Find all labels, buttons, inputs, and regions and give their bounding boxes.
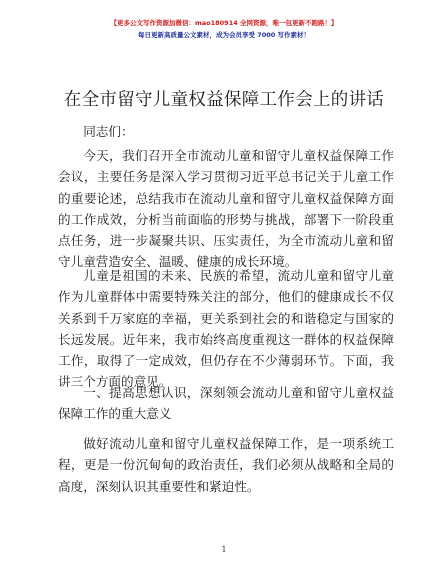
paragraph-2-text: 儿童是祖国的未来、民族的希望，流动儿童和留守儿童作为儿童群体中需要特殊关注的部分，他们的健康成长不仅关系到千万家庭的幸福，更关系到社会的和谐稳定与国家的长远发展。近年来，我市始终高度重视这一群体的权益保障工作，取得了一定成效，但仍存在不少薄弱环节。下面，我讲三个方面的意见。 <box>58 268 394 390</box>
page-number: 1 <box>221 545 227 554</box>
paragraph-2 <box>58 265 394 393</box>
paragraph-1 <box>58 145 394 273</box>
promo-banner-line-2: 每日更新高质量公文素材，成为会员享受 7000 写作素材！ <box>137 31 311 39</box>
section-heading-text: 一、提高思想认识，深刻领会流动儿童和留守儿童权益保障工作的重大意义 <box>58 385 394 422</box>
document-title: 在全市留守儿童权益保障工作会上的讲话 <box>63 90 385 110</box>
salutation-text: 同志们： <box>83 124 134 139</box>
promo-banner-line-1: 【更多公文写作资源加微信：mao180914 全网资源，唯一包更新不跑路！】 <box>110 19 338 27</box>
section-paragraph-text: 做好流动儿童和留守儿童权益保障工作，是一项系统工程，更是一份沉甸甸的政治责任，我们必须从战略和全局的高度，深刻认识其重要性和紧迫性。 <box>58 436 394 494</box>
paragraph-1-text: 今天，我们召开全市流动儿童和留守儿童权益保障工作会议，主要任务是深入学习贯彻习近平总书记关于儿童工作的重要论述，总结我市在流动儿童和留守儿童权益保障方面的工作成效，分析当前面临的形势与挑战，部署下一阶段重点任务，进一步凝聚共识、压实责任，为全市流动儿童和留守儿童营造安全、温暖、健康的成长环境。 <box>58 148 394 270</box>
section-heading <box>58 382 394 425</box>
salutation <box>58 121 394 142</box>
section-paragraph <box>58 433 394 497</box>
